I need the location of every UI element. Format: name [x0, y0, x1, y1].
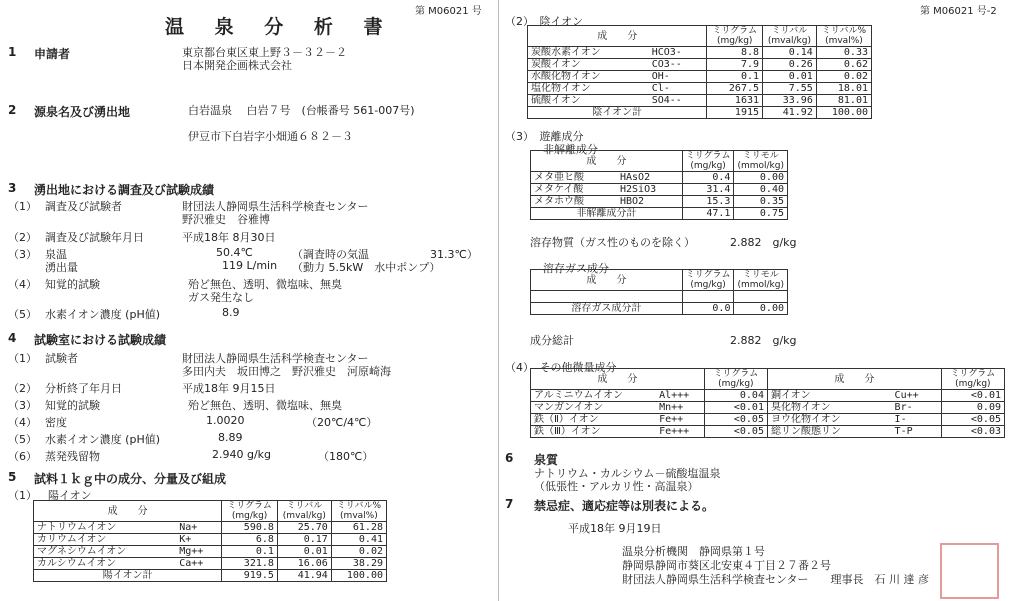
ion-name: 硫酸イオン [528, 95, 649, 107]
sec4-r3-label: 知覚的試験 [45, 399, 100, 412]
gas-title: 溶存ガス成分 [543, 262, 609, 275]
spring-location: 伊豆市下白岩字小畑通６８２－３ [188, 130, 353, 143]
pct-value: 0.02 [816, 71, 871, 83]
mg-value: 15.3 [682, 196, 734, 208]
issuer-org: 温泉分析機関 静岡県第１号 [622, 545, 765, 558]
ion-name: 炭酸イオン [528, 59, 649, 71]
minor-title: （4） その他微量成分 [505, 361, 617, 374]
document-title: 温 泉 分 析 書 [165, 16, 395, 38]
table-total-row [528, 107, 872, 119]
mg-value: 0.1 [707, 71, 763, 83]
total-pct: 100.00 [331, 570, 386, 582]
mg-value: 0.09 [941, 402, 1004, 414]
sec3-r2-value: 平成18年 8月30日 [182, 231, 276, 244]
sec7-number: 7 [505, 497, 514, 511]
col-mg [707, 26, 763, 47]
sec3-r4-value2: ガス発生なし [188, 291, 254, 304]
sec3-r5-value: 8.9 [222, 306, 240, 319]
mval-value: 16.06 [277, 558, 331, 570]
component-symbol: HBO2 [617, 196, 682, 208]
anion-table [527, 25, 872, 119]
col-component-2: 成 分 [767, 369, 941, 390]
mval-value: 0.17 [277, 534, 331, 546]
applicant-address: 東京都台東区東上野３－３２－２ [182, 46, 347, 59]
mg-value: 267.5 [707, 83, 763, 95]
official-seal-stamp [940, 543, 999, 599]
issue-date: 平成18年 9月19日 [568, 522, 662, 535]
sec3-r1-value: 財団法人静岡県生活科学検査センター [182, 200, 369, 213]
total-components-label: 成分総計 [530, 334, 574, 347]
ion-symbol: SO4-- [649, 95, 707, 107]
sec5-number: 5 [8, 470, 17, 484]
dissolved-label: 溶存物質（ガス性のものを除く） [530, 236, 695, 249]
sec4-r2-value: 平成18年 9月15日 [182, 382, 276, 395]
document-number: 第 M06021 号 [415, 6, 482, 17]
component-symbol: Cu++ [892, 390, 942, 402]
sec4-r5-num: （5） [8, 433, 37, 446]
total-mmol: 0.75 [734, 208, 788, 220]
component-symbol: HAsO2 [617, 172, 682, 184]
ion-symbol: CO3-- [649, 59, 707, 71]
total-label: 非解離成分計 [531, 208, 683, 220]
sec3-r4-value: 殆ど無色、透明、微塩味、無臭 [188, 278, 342, 291]
table-header [531, 369, 1005, 390]
ion-name: カリウムイオン [34, 534, 177, 546]
sec3-number: 3 [8, 181, 17, 195]
ion-symbol: Ca++ [176, 558, 222, 570]
col-component: 成 分 [531, 151, 683, 172]
col-mmol-b: (mmol/kg) [737, 280, 784, 290]
table-row [531, 172, 788, 184]
sec4-r5-label: 水素イオン濃度 (pH値) [45, 433, 161, 446]
sec4-r6-num: （6） [8, 450, 37, 463]
table-row [528, 59, 872, 71]
sec5-label: 試料１ｋｇ中の成分、分量及び組成 [34, 472, 227, 486]
table-total-row [531, 303, 788, 315]
sec3-r4-num: （4） [8, 278, 37, 291]
sec4-r1-num: （1） [8, 352, 37, 365]
ion-name: カルシウムイオン [34, 558, 177, 570]
col-mg [682, 151, 734, 172]
col-mg-b: (mg/kg) [955, 379, 991, 389]
pct-value: 0.41 [331, 534, 386, 546]
spring-temperature: 50.4℃ [216, 246, 253, 259]
table-header [531, 270, 788, 291]
col-mg-a: ミリグラム [950, 369, 996, 379]
mg-value: <0.01 [941, 390, 1004, 402]
col-mg-a: ミリグラム [712, 26, 758, 36]
mg-value: <0.05 [704, 426, 767, 438]
empty-cell [682, 291, 734, 303]
gas-table [530, 269, 788, 315]
sec3-r2-num: （2） [8, 231, 37, 244]
mmol-value: 0.40 [734, 184, 788, 196]
sec3-r5-label: 水素イオン濃度 (pH値) [45, 308, 161, 321]
col-pct [331, 501, 386, 522]
col-mg-a: ミリグラム [713, 369, 759, 379]
pct-value: 61.28 [331, 522, 386, 534]
sec6-number: 6 [505, 451, 514, 465]
empty-cell [531, 291, 683, 303]
mg-value: <0.01 [704, 402, 767, 414]
pct-value: 18.01 [816, 83, 871, 95]
table-row [531, 402, 1005, 414]
col-pct-b: (mval%) [825, 36, 863, 46]
table-header [528, 26, 872, 47]
sec3-label: 湧出地における調査及び試験成績 [34, 183, 215, 197]
total-mmol: 0.00 [734, 303, 788, 315]
sec1-label: 申請者 [34, 47, 71, 61]
sec3-r1-num: （1） [8, 200, 37, 213]
col-mg [222, 501, 278, 522]
spring-name: 白岩温泉 白岩７号 (台帳番号 561-007号) [188, 104, 415, 117]
mg-value: 0.04 [704, 390, 767, 402]
mval-value: 7.55 [763, 83, 817, 95]
component-symbol: Mn++ [656, 402, 704, 414]
sec3-r4-label: 知覚的試験 [45, 278, 100, 291]
pct-value: 38.29 [331, 558, 386, 570]
sec4-r4-label: 密度 [45, 416, 67, 429]
mval-value: 0.14 [763, 47, 817, 59]
col-mval-b: (mval/kg) [282, 511, 326, 521]
sec4-r1-value: 財団法人静岡県生活科学検査センター [182, 352, 369, 365]
col-mg-b: (mg/kg) [231, 511, 268, 521]
document-number-2: 第 M06021 号-2 [920, 6, 997, 17]
sec3-r3-num: （3） [8, 248, 37, 261]
table-row [531, 426, 1005, 438]
total-mval: 41.94 [277, 570, 331, 582]
sec3-r2-label: 調査及び試験年月日 [45, 231, 144, 244]
component-name: ヨウ化物イオン [767, 414, 891, 426]
density-value: 1.0020 [206, 414, 245, 427]
col-component: 成 分 [531, 369, 705, 390]
col-pct-b: (mval%) [340, 511, 378, 521]
issuer-name: 財団法人静岡県生活科学検査センター 理事長 石 川 達 彦 [622, 573, 930, 586]
table-row [531, 184, 788, 196]
component-name: 臭化物イオン [767, 402, 891, 414]
total-label: 陰イオン計 [528, 107, 707, 119]
mg-value: 590.8 [222, 522, 278, 534]
col-mg-a: ミリグラム [685, 151, 731, 161]
sec4-number: 4 [8, 331, 17, 345]
issuer-address: 静岡県静岡市葵区北安東４丁目２７番２号 [622, 559, 831, 572]
sec4-r1-value2: 多田内夫 坂田博之 野沢雅史 河原崎海 [182, 365, 391, 378]
sec4-r1-label: 試験者 [45, 352, 78, 365]
pct-value: 0.02 [331, 546, 386, 558]
total-label: 溶存ガス成分計 [531, 303, 683, 315]
col-mg-a: ミリグラム [685, 270, 731, 280]
component-symbol: Fe+++ [656, 426, 704, 438]
table-row [531, 196, 788, 208]
table-row [34, 558, 387, 570]
sec4-r6-label: 蒸発残留物 [45, 450, 100, 463]
component-name: メタホウ酸 [531, 196, 617, 208]
sec3-r3-label2: 湧出量 [45, 261, 78, 274]
component-symbol: Al+++ [656, 390, 704, 402]
pump-note: （動力 5.5kW 水中ポンプ） [292, 261, 441, 274]
ion-symbol: Cl- [649, 83, 707, 95]
table-header [531, 151, 788, 172]
sec2-number: 2 [8, 103, 17, 117]
mg-value: 0.1 [222, 546, 278, 558]
sec3-r1-value2: 野沢雅史 谷雅博 [182, 213, 270, 226]
sec3-r3-label1: 泉温 [45, 248, 67, 261]
mg-value: <0.05 [941, 414, 1004, 426]
mg-value: 7.9 [707, 59, 763, 71]
spring-quality: ナトリウム・カルシウム－硫酸塩温泉 [534, 467, 721, 480]
col-mg-b: (mg/kg) [690, 280, 726, 290]
table-row [531, 414, 1005, 426]
ion-name: 水酸化物イオン [528, 71, 649, 83]
air-temperature-value: 31.3℃） [430, 248, 478, 261]
sec4-r2-label: 分析終了年月日 [45, 382, 122, 395]
col-mmol-a: ミリモル [742, 151, 779, 161]
ion-symbol: K+ [176, 534, 222, 546]
component-symbol: Br- [892, 402, 942, 414]
minor-table [530, 368, 1005, 438]
ion-name: 炭酸水素イオン [528, 47, 649, 59]
col-mg-a: ミリグラム [227, 501, 272, 511]
component-name: メタ亜ヒ酸 [531, 172, 617, 184]
sec3-r5-num: （5） [8, 308, 37, 321]
col-mmol-a: ミリモル [742, 270, 779, 280]
table-row [34, 522, 387, 534]
ion-name: マグネシウムイオン [34, 546, 177, 558]
col-mmol [734, 151, 788, 172]
table-row [531, 390, 1005, 402]
density-note: （20℃/4℃） [306, 416, 378, 429]
mval-value: 33.96 [763, 95, 817, 107]
component-name: メタケイ酸 [531, 184, 617, 196]
mg-value: <0.05 [704, 414, 767, 426]
col-pct-a: ミリバル% [821, 26, 867, 36]
col-component: 成 分 [528, 26, 707, 47]
component-name: 鉄（Ⅲ）イオン [531, 426, 657, 438]
free-table [530, 150, 788, 220]
total-pct: 100.00 [816, 107, 871, 119]
applicant-name: 日本開発企画株式会社 [182, 59, 292, 72]
air-temperature-note: （調査時の気温 [292, 248, 369, 261]
table-row [34, 534, 387, 546]
component-name: アルミニウムイオン [531, 390, 657, 402]
col-mval [763, 26, 817, 47]
mg-value: 31.4 [682, 184, 734, 196]
component-symbol: I- [892, 414, 942, 426]
component-name: 総リン酸態リン [767, 426, 891, 438]
table-row-empty [531, 291, 788, 303]
component-symbol: Fe++ [656, 414, 704, 426]
col-mg [704, 369, 767, 390]
mval-value: 0.26 [763, 59, 817, 71]
col-mg-b: (mg/kg) [718, 379, 754, 389]
evaporation-note: （180℃） [318, 450, 374, 463]
col-mval [277, 501, 331, 522]
col-mmol-b: (mmol/kg) [737, 161, 784, 171]
sec5-sub-num: （1） [8, 489, 37, 502]
ion-symbol: OH- [649, 71, 707, 83]
mmol-value: 0.35 [734, 196, 788, 208]
col-mval-a: ミリバル [286, 501, 323, 511]
sec2-label: 源泉名及び湧出地 [34, 105, 131, 119]
table-header [34, 501, 387, 522]
evaporation-residue: 2.940 g/kg [212, 448, 272, 461]
ion-symbol: Na+ [176, 522, 222, 534]
component-symbol: T-P [892, 426, 942, 438]
total-mg: 47.1 [682, 208, 734, 220]
col-mg-b: (mg/kg) [690, 161, 726, 171]
mg-value: 321.8 [222, 558, 278, 570]
sec4-r5-value: 8.89 [218, 431, 243, 444]
col-component: 成 分 [531, 270, 683, 291]
mg-value: 6.8 [222, 534, 278, 546]
sec1-number: 1 [8, 45, 17, 59]
mval-value: 0.01 [277, 546, 331, 558]
mg-value: 0.4 [682, 172, 734, 184]
component-name: マンガンイオン [531, 402, 657, 414]
col-pct-a: ミリバル% [336, 501, 382, 511]
total-mg: 919.5 [222, 570, 278, 582]
cation-table [33, 500, 387, 582]
ion-name: 塩化物イオン [528, 83, 649, 95]
sec4-label: 試験室における試験成績 [34, 333, 167, 347]
col-mg-2 [941, 369, 1004, 390]
free-title: （3） 遊離成分 [505, 130, 584, 143]
table-row [528, 95, 872, 107]
mval-value: 25.70 [277, 522, 331, 534]
sec7-label: 禁忌症、適応症等は別表による。 [534, 499, 715, 513]
pct-value: 81.01 [816, 95, 871, 107]
table-row [528, 71, 872, 83]
sec4-r4-num: （4） [8, 416, 37, 429]
table-row [528, 47, 872, 59]
ion-symbol: HCO3- [649, 47, 707, 59]
empty-cell [734, 291, 788, 303]
mg-value: 1631 [707, 95, 763, 107]
table-total-row [531, 208, 788, 220]
mg-value: <0.03 [941, 426, 1004, 438]
mg-value: 8.8 [707, 47, 763, 59]
total-label: 陽イオン計 [34, 570, 222, 582]
table-row [528, 83, 872, 95]
free-subtitle: 非解離成分 [543, 143, 598, 156]
ion-name: ナトリウムイオン [34, 522, 177, 534]
component-symbol: H2SiO3 [617, 184, 682, 196]
table-total-row [34, 570, 387, 582]
col-mval-b: (mval/kg) [767, 36, 811, 46]
spring-quality-detail: （低張性・アルカリ性・高温泉） [534, 480, 699, 493]
dissolved-value: 2.882 g/kg [730, 236, 797, 249]
col-component: 成 分 [34, 501, 222, 522]
col-mg [682, 270, 734, 291]
total-mval: 41.92 [763, 107, 817, 119]
col-mg-b: (mg/kg) [716, 36, 753, 46]
col-mmol [734, 270, 788, 291]
page-divider [498, 0, 499, 601]
mmol-value: 0.00 [734, 172, 788, 184]
sec5-sub-label: 陽イオン [48, 489, 92, 502]
col-mval-a: ミリバル [771, 26, 808, 36]
col-pct [816, 26, 871, 47]
anion-title: （2） 陰イオン [505, 15, 584, 28]
mval-value: 0.01 [763, 71, 817, 83]
flow-rate: 119 L/min [222, 259, 278, 272]
sec4-r3-value: 殆ど無色、透明、微塩味、無臭 [188, 399, 342, 412]
pct-value: 0.62 [816, 59, 871, 71]
total-mg: 1915 [707, 107, 763, 119]
ion-symbol: Mg++ [176, 546, 222, 558]
total-mg: 0.0 [682, 303, 734, 315]
component-name: 銅イオン [767, 390, 891, 402]
component-name: 鉄（Ⅱ）イオン [531, 414, 657, 426]
sec4-r2-num: （2） [8, 382, 37, 395]
total-components-value: 2.882 g/kg [730, 334, 797, 347]
sec6-label: 泉質 [534, 453, 559, 467]
table-row [34, 546, 387, 558]
sec3-r1-label: 調査及び試験者 [45, 200, 122, 213]
sec4-r3-num: （3） [8, 399, 37, 412]
pct-value: 0.33 [816, 47, 871, 59]
